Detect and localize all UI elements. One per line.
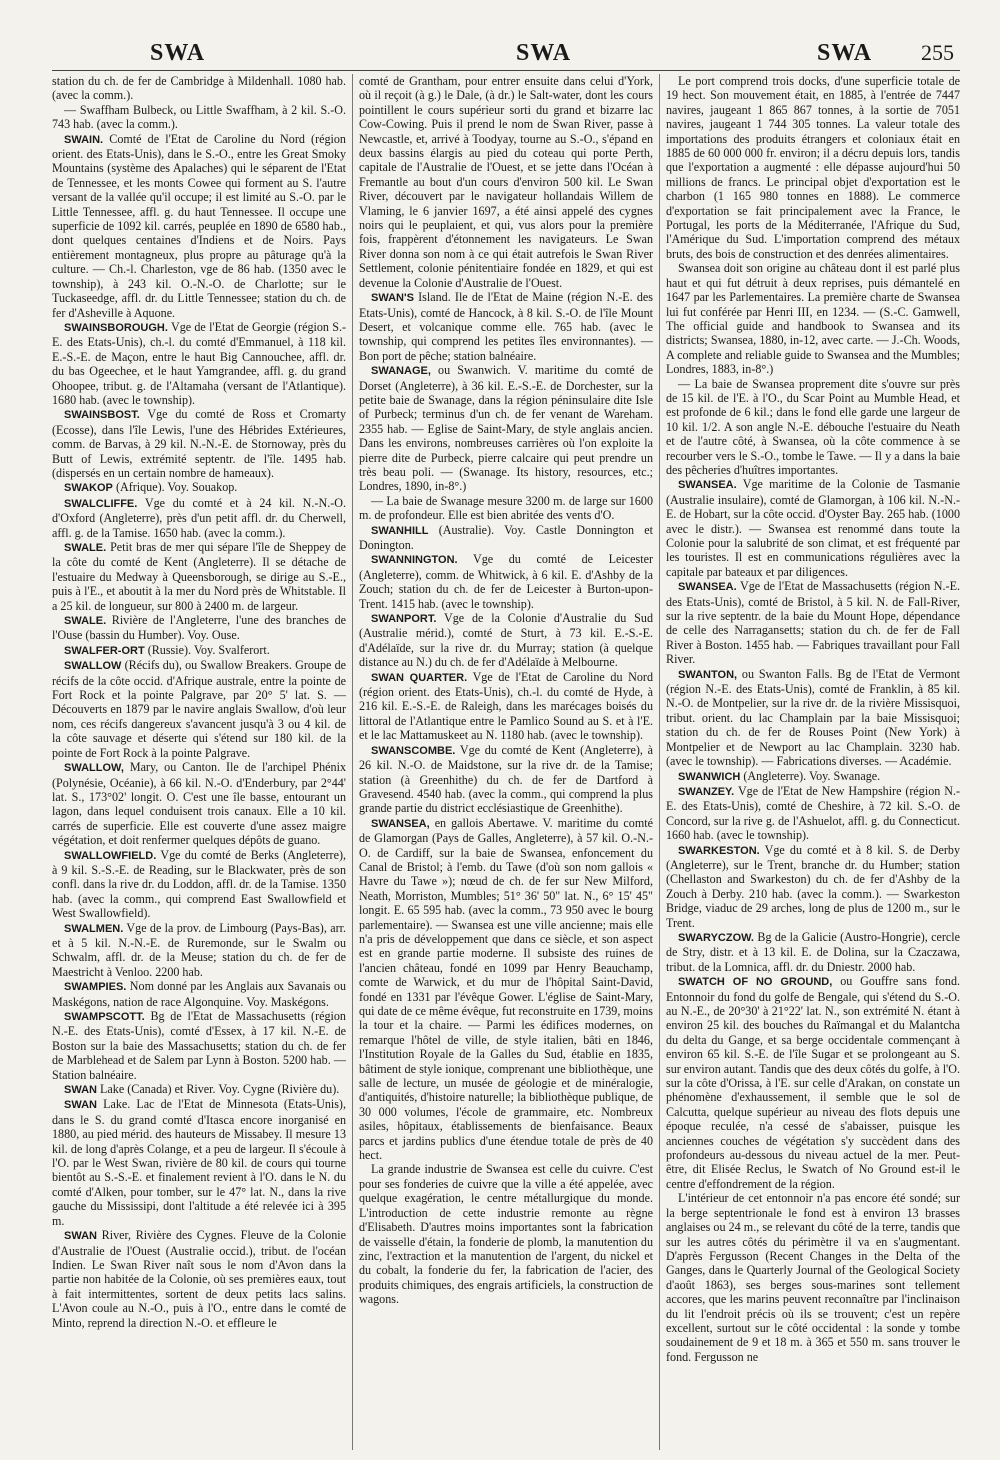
dictionary-entry bbox=[666, 377, 960, 478]
dictionary-entry bbox=[52, 132, 346, 320]
entry-headword: SWANAGE, bbox=[371, 365, 431, 378]
dictionary-entry bbox=[52, 848, 346, 921]
dictionary-entry bbox=[52, 643, 346, 658]
dictionary-entry bbox=[52, 613, 346, 643]
entry-text: Le port comprend trois docks, d'une superficie totale de 19 hect. Son mouvement était, en 1885, à l'entrée de 7447 navires, jaugeant 1 865 867 tonnes, à la sortie de 7051 navires, jaugeant 1 744 305 tonnes. La valeur totale des importations des produits étrangers et coloniaux était en 1885 de 60 000 000 fr. environ; il a décru depuis lors, tandis que l'exportation a augmenté : elle dépasse aujourd'hui 50 millions de francs. Le principal objet d'exportation est le charbon (1 165 980 tonnes en 1888). Le commerce d'exportation se fait principalement avec la France, le Portugal, les ports de la Méditerranée, l'Afrique du Sud, l'Amérique du Sud. L'importation comprend des métaux bruts, des bois de construction et des denrées alimentaires. bbox=[666, 74, 960, 261]
entry-headword: SWANZEY. bbox=[678, 785, 735, 798]
dictionary-entry bbox=[359, 816, 653, 1163]
dictionary-entry bbox=[359, 743, 653, 816]
dictionary-entry bbox=[666, 974, 960, 1191]
dictionary-entry bbox=[666, 667, 960, 769]
entry-text: Bg de la Galicie (Austro-Hongrie), cercle de Stry, distr. et à 13 kil. E. de Dolina, sur la Czaczawa, tribut. de la Lomnica, affl. dr. du Dniestr. 2000 hab. bbox=[666, 929, 960, 974]
entry-headword: SWANSEA. bbox=[678, 479, 737, 492]
entry-headword: SWALLOWFIELD. bbox=[64, 849, 157, 862]
entry-headword: SWALMEN. bbox=[64, 922, 124, 935]
dictionary-entry bbox=[666, 74, 960, 261]
entry-text: — La baie de Swansea proprement dite s'ouvre sur près de 15 kil. de l'E. à l'O., du Scar Point au Mumble Head, et est profonde de 6 kil.; dans le fond elle garde une largeur de 10 kil. 1/2. A son angle N.-E. débouche l'estuaire du Neath et de l'autre côté, à Swansea, où la côte commence à se recourber vers le S.-O., tombe le Tawe. — Il y a dans la baie des pêcheries d'huîtres importantes. bbox=[666, 376, 960, 477]
entry-headword: SWAN QUARTER. bbox=[371, 671, 468, 684]
entry-text: Vge de l'Etat de Georgie (région S.-E. des Etats-Unis), ch.-l. du comté d'Emmanuel, à 118 kil. E.-S.-E. de Maçon, entre le haut Big Cannouchee, affl. dr. du bas Ogeechee, et le haut Yamgrandee, affl. g. du grand Ohoopee, tribut. g. de l'Altamaha (versant de l'Atlantique). 1680 hab. (avec le township). bbox=[52, 319, 346, 407]
dictionary-entry bbox=[666, 769, 960, 784]
entry-text: Vge du comté et à 8 kil. S. de Derby (Angleterre), sur le Trent, branche dr. du Humber; station (Chellaston and Swarkeston) du ch. de fer d'Ashby de la Zouch à Derby. 210 hab. (avec la comm.). — Swarkeston Bridge, viaduc de 29 arches, long de plus de 1200 m., sur le Trent. bbox=[666, 842, 960, 930]
entry-headword: SWAMPIES. bbox=[64, 981, 127, 994]
page-number: 255 bbox=[921, 40, 954, 65]
entry-text: Vge de la Colonie d'Australie du Sud (Australie mérid.), comté de Sturt, à 73 kil. E.-S.-E. d'Adélaïde, sur la rive dr. du Murray; station (à quelque distance au N.) du ch. de fer d'Adélaïde à Melbourne. bbox=[359, 611, 653, 670]
entry-headword: SWATCH OF NO GROUND, bbox=[678, 976, 833, 989]
dictionary-entry bbox=[666, 784, 960, 843]
text-columns bbox=[52, 74, 960, 1450]
entry-text: Lake. Lac de l'Etat de Minnesota (Etats-Unis), dans le S. du grand comté d'Itasca encore inorganisé en 1880, au pied mérid. des hauteurs de Missabey. Il mesure 13 kil. de long d'après Colange, et a peu de largeur. Il s'écoule à l'O. par le West Swan, rivière de 80 kil. de cours qui tourne bientôt au S.-S.-E. et finalement revient à l'O. dans le N. du comté d'Alken, pour tomber, sur le 47° lat. N., dans la rive gauche du Mississipi, dont l'altitude a été relevée ici à 395 m. bbox=[52, 1097, 346, 1228]
dictionary-entry bbox=[52, 103, 346, 132]
dictionary-entry bbox=[359, 552, 653, 611]
running-head-center: SWA bbox=[516, 40, 572, 66]
entry-text: Bg de l'Etat de Massachusetts (région N.-E. des Etats-Unis), comté d'Essex, à 17 kil. N.-E. de Boston sur la baie des Massachusetts; station du ch. de fer de Marblehead et de Salem par Lynn à Boston. 5200 hab. — Station balnéaire. bbox=[52, 1009, 346, 1082]
entry-headword: SWANSEA, bbox=[371, 817, 430, 830]
entry-headword: SWALLOW bbox=[64, 660, 122, 673]
entry-headword: SWANWICH bbox=[678, 770, 741, 783]
dictionary-entry bbox=[52, 760, 346, 847]
entry-headword: SWAIN. bbox=[64, 133, 104, 146]
column-middle bbox=[352, 74, 659, 1450]
running-head bbox=[52, 40, 960, 70]
entry-text: Vge de la prov. de Limbourg (Pays-Bas), arr. et à 5 kil. N.-N.-E. de Ruremonde, sur le Swalm ou Schwalm, affl. dr. de la Meuse; station du ch. de fer de Maestricht à Venloo. 2200 hab. bbox=[52, 920, 346, 979]
dictionary-entry bbox=[666, 930, 960, 974]
entry-text: station du ch. de fer de Cambridge à Mildenhall. 1080 hab. (avec la comm.). bbox=[52, 74, 346, 103]
entry-text: Vge de l'Etat de Massachusetts (région N.-E. des Etats-Unis), comté de Bristol, à 5 kil. N. de Fall-River, sur la rive septentr. de la baie du Mount Hope, dépendance de celle des Narragansetts; station du ch. de fer de Fall River à Boston. 1455 hab. — Fabriques travaillant pour Fall River. bbox=[666, 579, 960, 667]
entry-text: Mary, ou Canton. Ile de l'archipel Phénix (Polynésie, Océanie), à 66 kil. N.-O. d'Enderbury, par 2°44' lat. S., 173°02' longit. O. C'est une île basse, entourant un lagon, dans lequel conduisent trois canaux. Elle a 10 kil. carrés de superficie. Elle est couverte d'une assez maigre végétation, et doit renfermer quelques dépôts de guano. bbox=[52, 760, 347, 848]
entry-text: La grande industrie de Swansea est celle du cuivre. C'est pour ses fonderies de cuivre que la ville a été appelée, avec quelque exagération, le centre métallurgique du monde. L'introduction de cette industrie remonte au règne d'Elisabeth. D'autres moins importantes sont la fabrication de vaisselle d'étain, la fonderie de plomb, la manutention du zinc, l'extraction et la manutention de l'argent, du nickel et du cobalt, la fonderie du fer, la fabrication de l'acier, des produits chimiques, des engrais artificiels, la construction de wagons. bbox=[359, 1162, 653, 1307]
dictionary-entry bbox=[52, 1228, 346, 1330]
entry-headword: SWANHILL bbox=[371, 524, 429, 537]
dictionary-entry bbox=[52, 1097, 346, 1228]
entry-text: — La baie de Swanage mesure 3200 m. de large sur 1600 m. de profondeur. Elle est bien abritée des vents d'O. bbox=[359, 493, 653, 523]
entry-text: Lake (Canada) et River. Voy. Cygne (Rivière du). bbox=[100, 1082, 340, 1097]
entry-headword: SWALFER-ORT bbox=[64, 644, 145, 657]
entry-headword: SWARKESTON. bbox=[678, 844, 760, 857]
entry-text: — Swaffham Bulbeck, ou Little Swaffham, à 2 kil. S.-O. 743 hab. (avec la comm.). bbox=[52, 102, 346, 132]
dictionary-entry bbox=[52, 921, 346, 980]
entry-headword: SWALLOW, bbox=[64, 762, 124, 775]
entry-text: Vge de l'Etat de New Hampshire (région N.-E. des Etats-Unis), comté de Cheshire, à 72 kil. S.-O. de Concord, sur la rive g. de l'Ashuelot, affl. g. du Connecticut. 1660 hab. (avec le township). bbox=[666, 783, 960, 843]
entry-headword: SWALE. bbox=[64, 615, 107, 628]
dictionary-entry bbox=[52, 1009, 346, 1082]
entry-text: (Afrique). Voy. Souakop. bbox=[115, 480, 238, 495]
dictionary-entry bbox=[666, 843, 960, 930]
entry-headword: SWAINSBOROUGH. bbox=[64, 321, 168, 334]
entry-text: Vge du comté de Leicester (Angleterre), comm. de Whitwick, à 6 kil. E. d'Ashby de la Zouch; station du ch. de fer de Leicester à Burton-upon-Trent. 1415 hab. (avec le township). bbox=[359, 552, 653, 611]
entry-text: ou Swanton Falls. Bg de l'Etat de Vermont (région N.-E. des Etats-Unis), comté de Franklin, à 85 kil. N.-O. de Montpelier, sur la rive dr. de la rivière Missisquoi, tribut. orient. du lac Champlain par la baie Missisquoi; station du ch. de fer de Rouses Point (New York) à Montpelier et de Newport au lac Champlain. 3230 hab. (avec le township). — Fabrications diverses. — Académie. bbox=[666, 666, 960, 769]
dictionary-entry bbox=[359, 523, 653, 553]
entry-text: Vge maritime de la Colonie de Tasmanie (Australie insulaire), comté de Glamorgan, à 106 kil. N.-N.-E. de Hobart, sur la côte occid. d'Oyster Bay. 265 hab. (1000 avec le distr.). — Swansea est renommé dans toute la Colonie pour la salubrité de son climat, et est fréquenté par les touristes. Il est en communications régulières avec la capitale par bateaux et par diligences. bbox=[666, 477, 960, 579]
dictionary-entry bbox=[359, 290, 653, 363]
entry-text: en gallois Abertawe. V. maritime du comté de Glamorgan (Pays de Galles, Angleterre), à 57 kil. O.-N.-O. de Cardiff, sur la baie de Swansea, enfoncement du Canal de Bristol; à l'emb. du Tawe (d'où son nom gallois « Havre du Tawe »); nœud de ch. de fer sur New Milford, Neath, Morriston, Mumbles; 51° 36' 50" lat. N., 6° 15' 45" longit. E. 65 595 hab. (avec la comm., 73 950 avec le bourg parlementaire). — Swansea est une ville ancienne; mais elle n'a pris de développement que dans ce siècle, et son aspect est en grande partie moderne. Il subsiste des ruines de l'ancien château, fondé en 1099 par Henry Beauchamp, comte de Warwick, et du mur de l'hôpital Saint-David, fondé en 1331 par l'évêque Gower. L'église de Saint-Mary, qui date de ce même évêque, fut reconstruite en 1739, moins la tour et la chaire. — Parmi les édifices modernes, on remarque l'hôtel de ville, de style italien, bâti en 1846, l'Institution Royale de la Galles du Sud, établie en 1835, bâtiment de style ionique, comprenant une bibliothèque, une salle de lecture, un musée de géologie et de minéralogie, d'antiquités, d'histoire naturelle; la bibliothèque publique, de 30 000 volumes, l'école de grammaire, etc. Nombreux asiles, hôpitaux, établissements de bienfaisance. Beaux parcs et jardins publics d'une étendue totale de près de 40 hect. bbox=[359, 815, 653, 1163]
entry-text: Vge du comté de Kent (Angleterre), à 26 kil. N.-O. de Maidstone, sur la rive dr. de la Tamise; station (à Greenhithe) du ch. de fer de Dartford à Gravesend. 4540 hab. (avec la comm., qui comprend la plus grande partie du district ecclésiastique de Greenhithe). bbox=[359, 742, 653, 816]
entry-headword: SWAN bbox=[64, 1230, 97, 1243]
dictionary-entry bbox=[359, 74, 653, 290]
dictionary-entry bbox=[52, 1082, 346, 1097]
entry-text: (Australie). Voy. Castle Donnington et Donington. bbox=[359, 522, 654, 552]
column-left bbox=[52, 74, 352, 1450]
entry-text: Rivière de l'Angleterre, l'une des branches de l'Ouse (bassin du Humber). Voy. Ouse. bbox=[52, 613, 346, 643]
dictionary-entry bbox=[666, 261, 960, 376]
dictionary-entry bbox=[52, 320, 346, 407]
dictionary-entry bbox=[52, 407, 346, 480]
entry-text: L'intérieur de cet entonnoir n'a pas encore été sondé; sur la berge septentrionale le fond est à environ 13 brasses anglaises ou 24 m., se relevant du côté de la terre, tandis que sur les autres côtés du périmètre il va en s'augmentant. D'après Fergusson (Recent Changes in the Delta of the Ganges, dans le Quarterly Journal of the Geological Society d'août 1863), ses berges sous-marines sont tellement accores, que les marins peuvent reconnaître par l'inclinaison du lit l'endroit précis où ils se trouvent; c'est un repère excellent, surtout sur le côté occidental : la sonde y tombe soudainement de 9 et 18 m. à 365 et 550 m. sans trouver le fond. Fergusson ne bbox=[666, 1191, 960, 1364]
entry-text: ou Gouffre sans fond. Entonnoir du fond du golfe de Bengale, qui s'étend du S.-O. au N.-E., de 20°30' à 21°22' lat. N., son extrémité N. étant à environ 25 kil. des bouches du Raïmangal et du Malantcha du delta du Gange, et sa berge occidentale commençant à environ 65 kil. S.-E. de l'île Sugar et se prolongeant au S. sur environ autant. Tandis que des deux côtés du golfe, à l'O. sur la côte d'Orissa, à l'E. sur celle d'Arakan, on constate un phénomène d'exhaussement, il semble que le sol de Calcutta, quelque supérieur au niveau des flots depuis une époque reculée, n'a cessé de s'abaisser, puisque les anciennes couches de végétation s'y succèdent dans des profondeurs au-dessous du niveau actuel de la mer. Peut-être, dit Elisée Reclus, le Swatch of No Ground est-il le centre d'effondrement de la région. bbox=[666, 974, 960, 1191]
entry-headword: SWANSCOMBE. bbox=[371, 744, 456, 757]
entry-text: Vge de l'Etat de Caroline du Nord (région orient. des Etats-Unis), ch.-l. du comté de Hyde, à 216 kil. E.-S.-E. de Raleigh, dans les marécages boisés du littoral de l'Atlantique entre le Pamlico Sound au S. et à l'E. et le lac Mattamuskeet au N. 1180 hab. (avec le township). bbox=[359, 669, 654, 743]
dictionary-entry bbox=[666, 1191, 960, 1364]
dictionary-entry bbox=[52, 480, 346, 495]
running-head-left: SWA bbox=[150, 40, 206, 66]
entry-text: (Récifs du), ou Swallow Breakers. Groupe de récifs de la côte occid. d'Afrique australe, entre la pointe de Fort Rock et la pointe Palgrave, par 20° 5' lat. S. — Découverts en 1879 par le navire anglais Swallow, d'où leur nom, ces récifs dangereux s'avancent jusqu'à 3 ou 4 kil. de la côte sauvage et déserte qui s'étend sur 180 kil. de la pointe de Fort Rock à la pointe Palgrave. bbox=[52, 658, 346, 760]
entry-headword: SWAN'S bbox=[371, 292, 414, 305]
dictionary-entry bbox=[359, 670, 653, 743]
dictionary-entry bbox=[52, 496, 346, 540]
entry-headword: SWAINSBOST. bbox=[64, 409, 140, 422]
dictionary-entry bbox=[359, 494, 653, 523]
dictionary-entry bbox=[52, 540, 346, 613]
entry-text: comté de Grantham, pour entrer ensuite dans celui d'York, où il reçoit (à g.) le Dale, (à dr.) le Salt-water, dont les cours pointillent le cours supérieur sorti du grand et bizarre lac Cow-Cowing. Puis il prend le nom de Swan River, passe à Newcastle, et, arrivé à Toodyay, tourne au S.-O., s'épand en deux bassins élargis au pied du coteau qui porte Perth, capitale de l'Australie de l'Ouest, et se jette dans l'Océan à Fremantle au bout d'un cours d'environ 500 kil. Le Swan River, découvert par le navigateur hollandais Willem de Vlaming, le 6 janvier 1697, a été ainsi appelé des cygnes noirs qui le peuplaient, et qui, vus alors pour la première fois, frappèrent d'étonnement les navigateurs. Le Swan River donna son nom à ce qui était autrefois le Swan River Settlement, colonie pénitentiaire fondée en 1829, et qui est devenue la Colonie d'Australie de l'Ouest. bbox=[359, 74, 653, 290]
entry-text: (Russie). Voy. Svalferort. bbox=[147, 642, 270, 657]
entry-headword: SWANSEA. bbox=[678, 581, 737, 594]
entry-headword: SWAMPSCOTT. bbox=[64, 1011, 145, 1023]
entry-text: Petit bras de mer qui sépare l'île de Sheppey de la côte du comté de Kent (Angleterre). Il se détache de l'estuaire du Medway à Queensborough, se dirige au S.-E., puis à l'E., et aboutit à la mer du Nord près de Whitstable. Il a 25 kil. de longueur, sur 800 à 2400 m. de largeur. bbox=[52, 540, 346, 613]
entry-text: Vge du comté de Berks (Angleterre), à 9 kil. S.-S.-E. de Reading, sur le Blackwater, près de son confl. dans la rive dr. du Loddon, affl. dr. de la Tamise. 1350 hab. (avec la comm., qui comprend East Swallowfield et West Swallowfield). bbox=[52, 847, 346, 921]
entry-headword: SWARYCZOW. bbox=[678, 931, 754, 944]
column-right bbox=[659, 74, 960, 1450]
dictionary-entry bbox=[52, 979, 346, 1009]
dictionary-entry bbox=[666, 477, 960, 579]
entry-text: ou Swanwich. V. maritime du comté de Dorset (Angleterre), à 36 kil. E.-S.-E. de Dorchester, sur la petite baie de Swanage, dans la région péninsulaire dite Isle of Purbeck; terminus d'un ch. de fer venant de Wareham. 2355 hab. — Eglise de Saint-Mary, de style anglais ancien. Dans les environs, nombreuses carrières où l'on exploite la pierre dite de Purbeck, pierre calcaire qui peut prendre un très beau poli. — (Swanage. Its history, resources, etc.; Londres, 1890, in-8°.) bbox=[359, 363, 653, 494]
entry-text: Comté de l'Etat de Caroline du Nord (région orient. des Etats-Unis), dans le S.-O., entre les Great Smoky Mountains (système des Apalaches) qui le séparent de l'Etat de Tennessee, et les monts Cowee qui forment au S. l'autre versant de la vallée qu'il occupe; il est limité au S.-O. par le Little Tennessee, affl. g. du haut Tennessee. Il occupe une superficie de 1092 kil. carrés, peuplée en 1890 de 6580 hab., dont quelques centaines d'Indiens et de Noirs. Pays entièrement montagneux, plus propre au pâturage qu'à la culture. — Ch.-l. Charleston, vge de 86 hab. (1350 avec le township), à 243 kil. O.-N.-O. de Charlotte; sur le Tuckaseedge, affl. dr. du Little Tennessee; station du ch. de fer d'Asheville à Aquone. bbox=[52, 131, 346, 320]
entry-headword: SWALCLIFFE. bbox=[64, 497, 138, 510]
dictionary-entry bbox=[359, 1162, 653, 1306]
dictionary-entry bbox=[359, 363, 653, 494]
entry-headword: SWAN bbox=[64, 1084, 97, 1097]
entry-headword: SWAKOP bbox=[64, 482, 113, 495]
dictionary-entry bbox=[666, 579, 960, 666]
dictionary-entry bbox=[359, 611, 653, 670]
entry-headword: SWAN bbox=[64, 1099, 97, 1112]
header-rule bbox=[52, 70, 960, 71]
entry-text: Vge du comté de Ross et Cromarty (Ecosse), dans l'île Lewis, l'une des Hébrides Extérieures, comm. de Barvas, à 29 kil. N.-N.-E. de Stornoway, près du Butt of Lewis, extrémité septentr. de l'île. 1495 hab. (dispersés en un certain nombre de hameaux). bbox=[52, 407, 347, 480]
entry-text: Nom donné par les Anglais aux Savanais ou Maskégons, nation de race Algonquine. Voy. Maskégons. bbox=[52, 979, 346, 1009]
entry-text: Swansea doit son origine au château dont il est parlé plus haut et qui fut détruit à deux reprises, puis démantelé en 1647 par les Parlementaires. La première charte de Swansea lui fut conférée par Henri III, en 1234. — (S.-C. Gamwell, The official guide and handbook to Swansea and its districts; Swansea, 1880, in-12, avec carte. — J.-Ch. Woods, A complete and reliable guide to Swansea and the Mumbles; Londres, 1883, in-8°.) bbox=[666, 261, 960, 377]
running-head-right: SWA bbox=[817, 40, 873, 66]
entry-headword: SWANNINGTON. bbox=[371, 554, 458, 567]
dictionary-entry bbox=[52, 74, 346, 103]
entry-text: River, Rivière des Cygnes. Fleuve de la Colonie d'Australie de l'Ouest (Australie occid.), tribut. de l'océan Indien. Le Swan River naît sous le nom d'Avon dans la partie non habitée de la Colonie, où ses premières eaux, tout à fait intermittentes, sortent de deux petits lacs salins. L'Avon coule au N.-O., puis à l'O., entre dans le comté de Minto, reprend la direction N.-O. et effleure le bbox=[52, 1228, 346, 1330]
entry-text: Vge du comté et à 24 kil. N.-N.-O. d'Oxford (Angleterre), près d'un petit affl. dr. du Cherwell, affl. g. de la Tamise. 1650 hab. (avec la comm.). bbox=[52, 495, 346, 540]
entry-headword: SWANPORT. bbox=[371, 613, 437, 626]
entry-text: (Angleterre). Voy. Swanage. bbox=[743, 768, 881, 783]
entry-text: Island. Ile de l'Etat de Maine (région N.-E. des Etats-Unis), comté de Hancock, à 8 kil. S.-O. de l'île Mount Desert, et volcanique comme elle. 765 hab. (avec le township, qui comprend les petites îles environnantes). — Bon port de pêche; station balnéaire. bbox=[359, 290, 653, 363]
entry-headword: SWANTON, bbox=[678, 668, 738, 681]
dictionary-entry bbox=[52, 658, 346, 760]
entry-headword: SWALE. bbox=[64, 542, 107, 554]
